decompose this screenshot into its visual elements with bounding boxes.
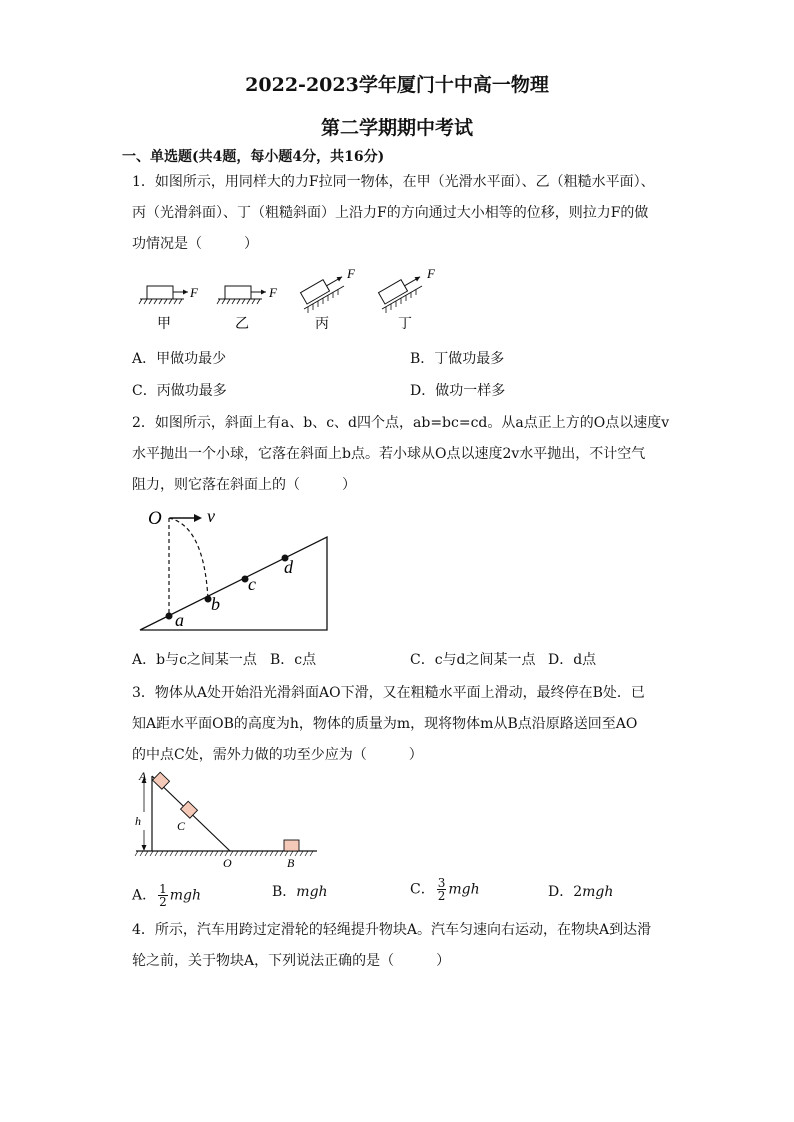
- q2-label-a: a: [175, 610, 184, 630]
- q3-option-b[interactable]: B．mgh: [272, 884, 328, 900]
- q2-point-a: [166, 613, 173, 620]
- q2-option-c[interactable]: C．c与d之间某一点: [410, 652, 536, 668]
- q3-option-d[interactable]: D．2mgh: [548, 884, 614, 900]
- q1-label-jia: 甲: [157, 317, 171, 332]
- q1-option-c[interactable]: C．丙做功最多: [132, 383, 227, 399]
- q3-label-c: C: [177, 819, 186, 833]
- q3-text-line3: 的中点C处，需外力做的功至少应为（ ）: [132, 747, 423, 763]
- q3-label-a: A: [139, 769, 147, 783]
- q3-text-line1: 3．物体从A处开始沿光滑斜面AO下滑，又在粗糙水平面上滑动，最终停在B处．已: [132, 685, 645, 701]
- section-heading: 一、单选题(共4题，每小题4分，共16分): [122, 149, 385, 165]
- q3-text-line2: 知A距水平面OB的高度为h，物体的质量为m，现将物体m从B点沿原路送回至AO: [132, 716, 638, 732]
- q3-block-a: [153, 772, 170, 789]
- q1-fig-bing: [301, 266, 357, 313]
- q1-force-label-1: F: [190, 285, 198, 300]
- q1-label-yi: 乙: [235, 317, 249, 332]
- q1-text-line2: 丙（光滑斜面）、丁（粗糙斜面）上沿力F的方向通过大小相等的位移，则拉力F的做: [132, 205, 649, 221]
- q2-label-b: b: [211, 594, 220, 614]
- q1-figure: [132, 262, 452, 334]
- q1-text-line3: 功情况是（ ）: [132, 236, 258, 252]
- q2-label-c: c: [248, 574, 256, 594]
- q1-force-label-2: F: [269, 285, 277, 300]
- q2-label-v: v: [207, 506, 215, 526]
- q2-option-d[interactable]: D．d点: [548, 652, 597, 668]
- q3-figure: [132, 768, 322, 872]
- q3-label-b: B: [287, 856, 295, 870]
- q1-text-line1: 1．如图所示，用同样大的力F拉同一物体，在甲（光滑水平面）、乙（粗糙水平面）、: [132, 174, 655, 190]
- q1-option-d[interactable]: D．做功一样多: [410, 383, 506, 399]
- q2-option-a[interactable]: A．b与c之间某一点: [132, 652, 257, 668]
- q1-option-a[interactable]: A．甲做功最少: [132, 351, 227, 367]
- q2-label-o: O: [148, 508, 162, 529]
- q1-force-label-4: F: [427, 266, 435, 281]
- q3-block-c: [181, 801, 198, 818]
- q3-option-c[interactable]: C． $\frac{3}{2}$ mgh: [410, 876, 480, 903]
- q2-option-b[interactable]: B．c点: [270, 652, 317, 668]
- q1-force-label-3: F: [347, 266, 355, 281]
- q1-fig-jia: [139, 285, 199, 304]
- q2-text-line1: 2．如图所示，斜面上有a、b、c、d四个点，ab=bc=cd。从a点正上方的O点以速度v: [132, 415, 670, 431]
- q2-trajectory: [169, 518, 208, 599]
- q3-option-a[interactable]: A． $\frac{1}{2}$ mgh: [132, 882, 202, 909]
- q3-label-o: O: [223, 856, 232, 870]
- q3-label-h: h: [135, 814, 141, 828]
- q1-label-bing: 丙: [315, 317, 329, 332]
- q1-label-ding: 丁: [398, 317, 412, 332]
- q4-text-line2: 轮之前，关于物块A，下列说法正确的是（ ）: [132, 953, 451, 969]
- q1-option-b[interactable]: B．丁做功最多: [410, 351, 505, 367]
- q1-fig-ding: [379, 266, 437, 313]
- doc-title: 2022-2023学年厦门十中高一物理: [245, 74, 549, 96]
- q3-block-b: [284, 840, 299, 851]
- q1-fig-yi: [217, 285, 278, 304]
- doc-subtitle: 第二学期期中考试: [320, 117, 473, 139]
- q4-text-line1: 4．所示，汽车用跨过定滑轮的轻绳提升物块A。汽车匀速向右运动，在物块A到达滑: [132, 922, 652, 938]
- q2-figure: [132, 502, 342, 638]
- q2-label-d: d: [284, 557, 293, 577]
- q2-text-line2: 水平抛出一个小球，它落在斜面上b点。若小球从O点以速度2v水平抛出，不计空气: [132, 446, 646, 462]
- q2-text-line3: 阻力，则它落在斜面上的（ ）: [132, 477, 356, 493]
